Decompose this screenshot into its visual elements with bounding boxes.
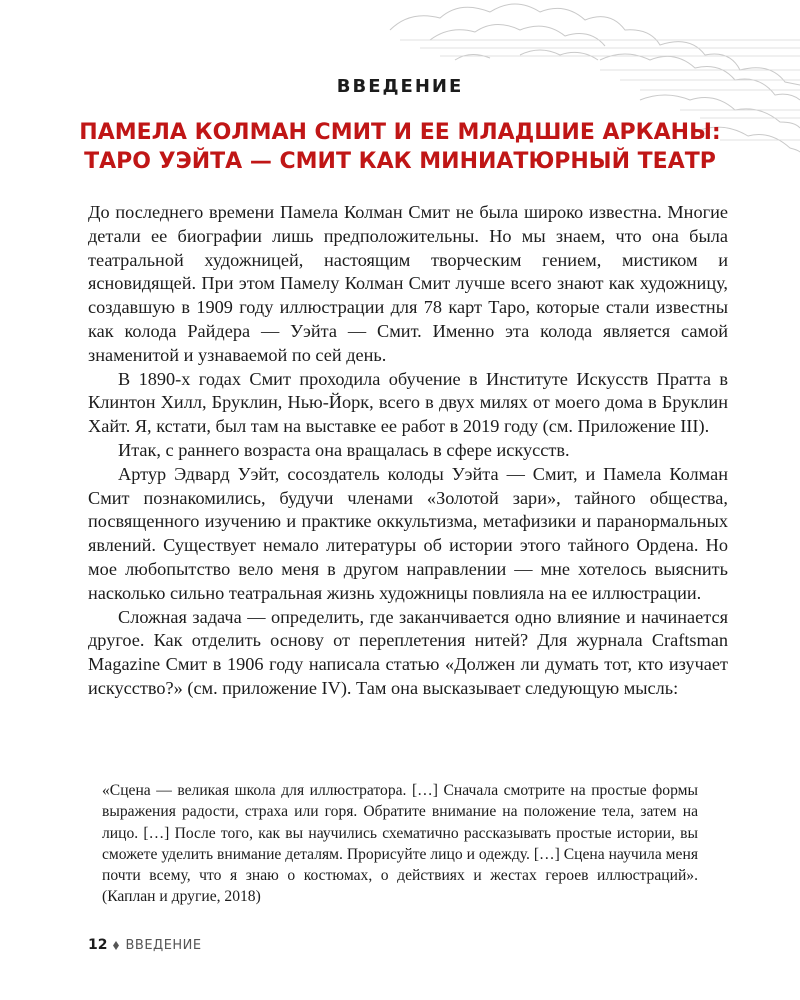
page-number: 12 [88, 937, 108, 953]
paragraph: В 1890-х годах Смит проходила обучение в Институте Искусств Пратта в Клинтон Хилл, Бруклин, Нью-Йорк, всего в двух милях от моего дома в Бруклин Хайт. Я, кстати, был там на выставке ее работ в 2019 году (см. Приложение III). [88, 368, 728, 437]
paragraph: Сложная задача — определить, где заканчивается одно влияние и начинается другое. Как отделить основу от переплетения нитей? Для журнала Craftsman Magazine Смит в 1906 году написала статью «Должен ли думать тот, кто изучает искусство?» (см. приложение IV). Там она высказывает следующую мысль: [88, 606, 728, 698]
chapter-title-line-1: ПАМЕЛА КОЛМАН СМИТ И ЕЕ МЛАДШИЕ АРКАНЫ: [79, 120, 721, 145]
paragraph: Итак, с раннего возраста она вращалась в сфере искусств. [118, 439, 570, 460]
diamond-icon [113, 941, 119, 950]
body-text [88, 201, 728, 701]
chapter-title-line-2: ТАРО УЭЙТА — СМИТ КАК МИНИАТЮРНЫЙ ТЕАТР [84, 149, 716, 174]
block-quote: «Сцена — великая школа для иллюстратора. […] Сначала смотрите на простые формы выражения радости, страха или горя. Обратите внимание на положение тела, затем на лицо. […] После того, как вы научились схематично рассказывать простые истории, вы сможете уделить внимание деталям. Прорисуйте лицо и одежду. […] Сцена научила меня почти всему, что я знаю о костюмах, о действиях и жестах героев иллюстраций». (Каплан и другие, 2018) [102, 782, 698, 906]
chapter-title [60, 118, 740, 176]
page-footer [88, 937, 202, 953]
paragraph: До последнего времени Памела Колман Смит не была широко известна. Многие детали ее биографии лишь предположительны. Но мы знаем, что она была театральной художницей, настоящим творческим гением, мистиком и ясновидящей. При этом Памелу Колман Смит лучше всего знают как художницу, создавшую в 1909 году иллюстрации для 78 карт Таро, которые стали известны как колода Райдера — Уэйта — Смит. Именно эта колода является самой знаменитой и узнаваемой по сей день. [88, 202, 728, 365]
paragraph: Артур Эдвард Уэйт, сосоздатель колоды Уэйта — Смит, и Памела Колман Смит познакомились, будучи членами «Золотой зари», тайного общества, посвященного изучению и практике оккультизма, метафизики и паранормальных явлений. Существует немало литературы об истории этого тайного Ордена. Но мое любопытство вело меня в другом направлении — мне хотелось выяснить насколько сильно театральная жизнь художницы повлияла на ее иллюстрации. [88, 463, 728, 603]
section-heading: ВВЕДЕНИЕ [336, 76, 464, 97]
footer-section-label: ВВЕДЕНИЕ [125, 937, 202, 953]
